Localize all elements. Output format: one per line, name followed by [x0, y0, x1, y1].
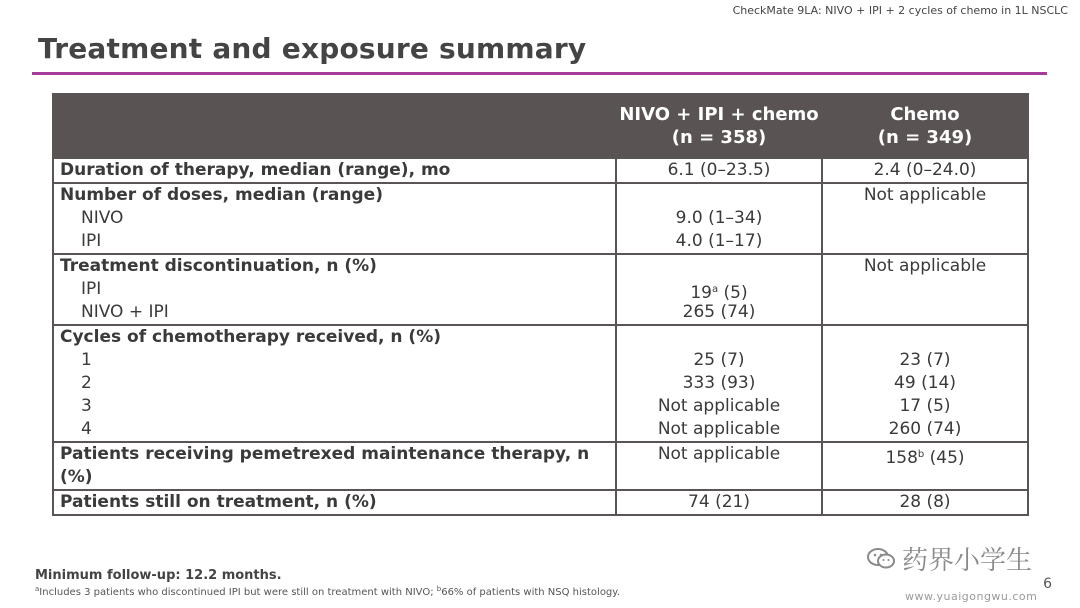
header-blank-cell	[53, 94, 616, 158]
cell-cycle-1-col2: 23 (7)	[899, 350, 951, 370]
row-label-duration: Duration of therapy, median (range), mo	[60, 160, 451, 180]
cell-doses-col2: Not applicable	[863, 185, 987, 205]
table-row-duration	[53, 158, 1028, 183]
cell-doses-nivo-col1: 9.0 (1–34)	[675, 208, 763, 228]
cell-pemetrexed-col2: 158$^b$ (45)	[885, 448, 965, 468]
cell-disc-nivo-ipi-col1: 265 (74)	[682, 302, 756, 322]
row-label-cycles: Cycles of chemotherapy received, n (%)	[60, 327, 442, 347]
cell-cycle-3-col2: 17 (5)	[899, 396, 951, 416]
sub-label-doses-ipi: IPI	[81, 231, 102, 251]
cell-duration-col2: 2.4 (0–24.0)	[873, 160, 977, 180]
sub-label-disc-ipi: IPI	[81, 279, 102, 299]
wechat-icon	[866, 546, 896, 572]
header-chemo	[822, 94, 1028, 158]
table-row-cycles	[53, 325, 1028, 442]
cell-cycle-2-col1: 333 (93)	[682, 373, 756, 393]
sub-label-cycle-1: 1	[81, 350, 92, 370]
header-col2-line2: (n = 349)	[877, 127, 973, 148]
cell-still-on-col1: 74 (21)	[688, 492, 750, 512]
watermark-url: www.yuaigongwu.com	[905, 590, 1038, 603]
footnote-follow-up: Minimum follow-up: 12.2 months.	[35, 568, 282, 583]
cell-still-on-col2: 28 (8)	[899, 492, 951, 512]
row-label-discontinuation: Treatment discontinuation, n (%)	[60, 256, 377, 276]
cell-pemetrexed-col1: Not applicable	[657, 444, 781, 464]
slide-title: Treatment and exposure summary	[38, 32, 587, 65]
cell-cycle-4-col2: 260 (74)	[888, 419, 962, 439]
header-nivo-ipi-chemo	[616, 94, 822, 158]
cell-cycle-4-col1: Not applicable	[657, 419, 781, 439]
row-label-pemetrexed: Patients receiving pemetrexed maintenance therapy, n (%)	[60, 444, 590, 487]
exposure-summary-table	[52, 93, 1029, 516]
cell-cycle-2-col2: 49 (14)	[894, 373, 956, 393]
sub-label-disc-nivo-ipi: NIVO + IPI	[81, 302, 169, 322]
page-number: 6	[1043, 576, 1052, 592]
table-row-doses	[53, 183, 1028, 254]
header-col1-line2: (n = 358)	[671, 127, 767, 148]
cell-doses-ipi-col1: 4.0 (1–17)	[675, 231, 763, 251]
sub-label-cycle-2: 2	[81, 373, 92, 393]
row-label-doses: Number of doses, median (range)	[60, 185, 383, 205]
sub-label-cycle-3: 3	[81, 396, 92, 416]
cell-disc-col2: Not applicable	[863, 256, 987, 276]
cell-duration-col1: 6.1 (0–23.5)	[667, 160, 771, 180]
cell-cycle-1-col1: 25 (7)	[693, 350, 745, 370]
watermark-text: 药界小学生	[902, 546, 1033, 576]
sub-label-doses-nivo: NIVO	[81, 208, 124, 228]
cell-disc-ipi-col1: 19$^a$ (5)	[690, 283, 748, 303]
watermark	[866, 540, 1032, 577]
table-row-discontinuation	[53, 254, 1028, 325]
table-row-still-on-treatment	[53, 490, 1028, 515]
table-header-row	[53, 94, 1028, 158]
sub-label-cycle-4: 4	[81, 419, 92, 439]
title-divider	[32, 72, 1047, 75]
footnote-superscripts: $^a$Includes 3 patients who discontinued IPI but were still on treatment with NIVO; $^b$66% of patients with NSQ histology.	[35, 585, 620, 598]
cell-cycle-3-col1: Not applicable	[657, 396, 781, 416]
top-caption: CheckMate 9LA: NIVO + IPI + 2 cycles of chemo in 1L NSCLC	[732, 4, 1068, 17]
header-col1-line1: NIVO + IPI + chemo	[619, 104, 819, 125]
row-label-still-on: Patients still on treatment, n (%)	[60, 492, 377, 512]
header-col2-line1: Chemo	[890, 104, 960, 125]
table-row-pemetrexed	[53, 442, 1028, 490]
